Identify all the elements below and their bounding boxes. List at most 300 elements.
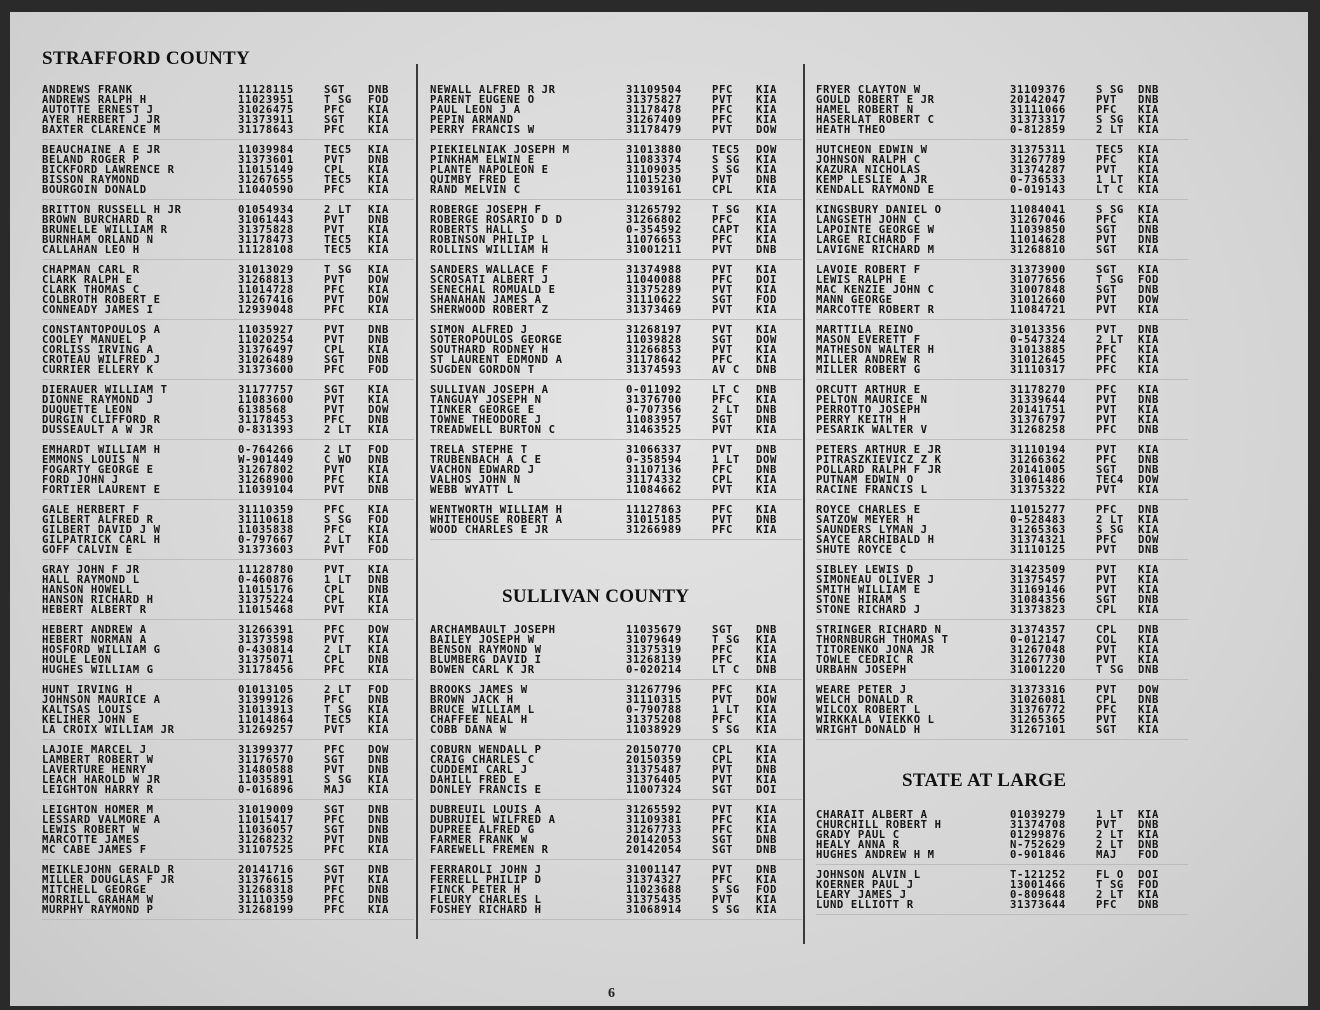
entry-serial-number: 0-011092 bbox=[626, 384, 682, 396]
entry-rank: PVT bbox=[1096, 584, 1117, 596]
entry-serial-number: 31026475 bbox=[238, 104, 294, 116]
entry-name: PERRY FRANCIS W bbox=[430, 124, 535, 136]
entry-name: HASERLAT ROBERT C bbox=[816, 114, 935, 126]
entry-rank: SGT bbox=[712, 844, 733, 856]
name-group bbox=[816, 145, 1192, 195]
entry-serial-number: 31267730 bbox=[1010, 654, 1066, 666]
entry-name: STONE RICHARD J bbox=[816, 604, 921, 616]
entry-name: FLEURY CHARLES L bbox=[430, 894, 542, 906]
entry-serial-number: 31015185 bbox=[626, 514, 682, 526]
entry-serial-number: 0-358594 bbox=[626, 454, 682, 466]
name-group bbox=[430, 325, 810, 375]
entry-serial-number: 11035927 bbox=[238, 324, 294, 336]
entry-rank: PFC bbox=[1096, 344, 1117, 356]
entry-serial-number: 31375435 bbox=[626, 894, 682, 906]
entry-name: SATZOW MEYER H bbox=[816, 514, 914, 526]
entry-status: DNB bbox=[368, 864, 389, 876]
entry-serial-number: 11039828 bbox=[626, 334, 682, 346]
entry-serial-number: 31375224 bbox=[238, 594, 294, 606]
entry-name: ROYCE CHARLES E bbox=[816, 504, 921, 516]
entry-name: FOSHEY RICHARD H bbox=[430, 904, 542, 916]
entry-rank: PVT bbox=[712, 324, 733, 336]
entry-serial-number: 11035838 bbox=[238, 524, 294, 536]
roster-entry bbox=[430, 365, 810, 375]
entry-name: AUTOTTE ERNEST J bbox=[42, 104, 154, 116]
entry-rank: SGT bbox=[1096, 284, 1117, 296]
entry-serial-number: 31107136 bbox=[626, 464, 682, 476]
entry-rank: PFC bbox=[712, 234, 733, 246]
entry-rank: TEC5 bbox=[1096, 144, 1124, 156]
entry-status: KIA bbox=[756, 894, 777, 906]
entry-rank: S SG bbox=[1096, 114, 1124, 126]
entry-name: PARENT EUGENE O bbox=[430, 94, 535, 106]
group-separator bbox=[816, 679, 1188, 680]
entry-serial-number: 31012660 bbox=[1010, 294, 1066, 306]
entry-status: FOD bbox=[368, 444, 389, 456]
entry-status: DNB bbox=[756, 444, 777, 456]
entry-status: KIA bbox=[368, 304, 389, 316]
entry-status: DNB bbox=[368, 764, 389, 776]
group-separator bbox=[42, 139, 414, 140]
entry-serial-number: 11084041 bbox=[1010, 204, 1066, 216]
entry-name: COBB DANA W bbox=[430, 724, 507, 736]
entry-status: KIA bbox=[756, 754, 777, 766]
entry-status: KIA bbox=[756, 224, 777, 236]
entry-status: KIA bbox=[1138, 174, 1159, 186]
name-group bbox=[42, 745, 422, 795]
entry-serial-number: 11040088 bbox=[626, 274, 682, 286]
entry-name: WEARE PETER J bbox=[816, 684, 907, 696]
entry-rank: PVT bbox=[324, 464, 345, 476]
entry-rank: PFC bbox=[324, 904, 345, 916]
entry-serial-number: 31375827 bbox=[626, 94, 682, 106]
entry-status: FOD bbox=[368, 544, 389, 556]
entry-name: SANDERS WALLACE F bbox=[430, 264, 549, 276]
entry-status: KIA bbox=[756, 154, 777, 166]
entry-rank: T SG bbox=[712, 634, 740, 646]
entry-name: HAMEL ROBERT N bbox=[816, 104, 914, 116]
group-separator bbox=[430, 499, 802, 500]
entry-name: LAPOINTE GEORGE W bbox=[816, 224, 935, 236]
entry-name: GOULD ROBERT E JR bbox=[816, 94, 935, 106]
entry-name: BROOKS JAMES W bbox=[430, 684, 528, 696]
entry-name: DUSSEAULT A W JR bbox=[42, 424, 154, 436]
entry-name: ROBERGE ROSARIO D D bbox=[430, 214, 563, 226]
entry-name: DUQUETTE LEON bbox=[42, 404, 133, 416]
entry-serial-number: 31019009 bbox=[238, 804, 294, 816]
entry-serial-number: 11023688 bbox=[626, 884, 682, 896]
entry-serial-number: 31374988 bbox=[626, 264, 682, 276]
name-group bbox=[430, 685, 810, 735]
roster-entry bbox=[42, 545, 422, 555]
entry-serial-number: 31178473 bbox=[238, 234, 294, 246]
entry-rank: PVT bbox=[1096, 94, 1117, 106]
entry-status: DNB bbox=[1138, 544, 1159, 556]
entry-name: SIBLEY LEWIS D bbox=[816, 564, 914, 576]
entry-serial-number: 20150770 bbox=[626, 744, 682, 756]
entry-rank: PVT bbox=[324, 334, 345, 346]
entry-serial-number: 31374593 bbox=[626, 364, 682, 376]
entry-status: KIA bbox=[368, 424, 389, 436]
roster-entry bbox=[42, 725, 422, 735]
entry-status: KIA bbox=[756, 744, 777, 756]
entry-serial-number: 31107525 bbox=[238, 844, 294, 856]
entry-name: LEARY JAMES J bbox=[816, 889, 907, 901]
entry-rank: 2 LT bbox=[712, 404, 740, 416]
entry-rank: 1 LT bbox=[712, 704, 740, 716]
entry-status: KIA bbox=[1138, 124, 1159, 136]
name-group bbox=[430, 145, 810, 195]
entry-status: DOW bbox=[1138, 684, 1159, 696]
entry-name: GALE HERBERT F bbox=[42, 504, 140, 516]
entry-serial-number: 31376405 bbox=[626, 774, 682, 786]
entry-rank: PFC bbox=[324, 414, 345, 426]
entry-serial-number: 6138568 bbox=[238, 404, 287, 416]
group-separator bbox=[42, 559, 414, 560]
roster-entry bbox=[816, 485, 1192, 495]
entry-status: DOW bbox=[368, 624, 389, 636]
entry-rank: PVT bbox=[324, 764, 345, 776]
entry-status: KIA bbox=[1138, 654, 1159, 666]
strafford-county-heading: STRAFFORD COUNTY bbox=[42, 48, 251, 69]
entry-rank: PVT bbox=[712, 764, 733, 776]
entry-status: KIA bbox=[756, 804, 777, 816]
entry-status: DNB bbox=[368, 814, 389, 826]
entry-serial-number: 20141716 bbox=[238, 864, 294, 876]
entry-name: ST LAURENT EDMOND A bbox=[430, 354, 563, 366]
entry-status: KIA bbox=[1138, 444, 1159, 456]
entry-serial-number: 31001211 bbox=[626, 244, 682, 256]
entry-name: COBURN WENDALL P bbox=[430, 744, 542, 756]
entry-serial-number: 31268813 bbox=[238, 274, 294, 286]
entry-status: KIA bbox=[1138, 704, 1159, 716]
entry-serial-number: 31077656 bbox=[1010, 274, 1066, 286]
entry-rank: PFC bbox=[1096, 104, 1117, 116]
entry-serial-number: 11084662 bbox=[626, 484, 682, 496]
entry-serial-number: 31266362 bbox=[1010, 454, 1066, 466]
entry-status: KIA bbox=[368, 874, 389, 886]
entry-rank: SGT bbox=[712, 624, 733, 636]
entry-rank: PFC bbox=[324, 524, 345, 536]
entry-name: BRITTON RUSSELL H JR bbox=[42, 204, 182, 216]
entry-status: KIA bbox=[368, 104, 389, 116]
entry-name: MORRILL GRAHAM W bbox=[42, 894, 154, 906]
entry-name: LEIGHTON HARRY R bbox=[42, 784, 154, 796]
entry-status: KIA bbox=[1138, 264, 1159, 276]
entry-serial-number: 31268139 bbox=[626, 654, 682, 666]
entry-name: LEWIS RALPH E bbox=[816, 274, 907, 286]
name-group bbox=[816, 810, 1192, 860]
name-group bbox=[42, 325, 422, 375]
entry-rank: PVT bbox=[712, 514, 733, 526]
entry-rank: PFC bbox=[712, 114, 733, 126]
entry-rank: PVT bbox=[324, 874, 345, 886]
entry-rank: CPL bbox=[324, 344, 345, 356]
entry-rank: PVT bbox=[1096, 414, 1117, 426]
entry-status: KIA bbox=[368, 164, 389, 176]
entry-status: KIA bbox=[1138, 564, 1159, 576]
entry-serial-number: 0-736533 bbox=[1010, 174, 1066, 186]
entry-rank: PFC bbox=[324, 304, 345, 316]
entry-serial-number: 31177757 bbox=[238, 384, 294, 396]
entry-name: TRELA STEPHE T bbox=[430, 444, 528, 456]
entry-rank: PVT bbox=[1096, 164, 1117, 176]
name-group bbox=[430, 505, 810, 535]
entry-name: GOFF CALVIN E bbox=[42, 544, 133, 556]
entry-status: DNB bbox=[756, 834, 777, 846]
roster-entry bbox=[816, 725, 1192, 735]
entry-rank: SGT bbox=[1096, 264, 1117, 276]
entry-rank: MAJ bbox=[1096, 849, 1117, 861]
entry-name: CUDDEMI CARL J bbox=[430, 764, 528, 776]
entry-serial-number: 31269257 bbox=[238, 724, 294, 736]
entry-name: PIEKIELNIAK JOSEPH M bbox=[430, 144, 570, 156]
entry-name: BAXTER CLARENCE M bbox=[42, 124, 161, 136]
entry-serial-number: 31007848 bbox=[1010, 284, 1066, 296]
entry-status: DNB bbox=[1138, 84, 1159, 96]
entry-rank: PVT bbox=[324, 214, 345, 226]
entry-status: KIA bbox=[756, 214, 777, 226]
entry-status: DNB bbox=[368, 324, 389, 336]
entry-serial-number: 31267655 bbox=[238, 174, 294, 186]
roster-entry bbox=[42, 305, 422, 315]
entry-rank: PFC bbox=[1096, 364, 1117, 376]
entry-serial-number: 31376797 bbox=[1010, 414, 1066, 426]
entry-serial-number: 31110317 bbox=[1010, 364, 1066, 376]
entry-serial-number: 31265592 bbox=[626, 804, 682, 816]
entry-rank: T SG bbox=[1096, 879, 1124, 891]
name-group bbox=[430, 625, 810, 675]
entry-serial-number: 31267046 bbox=[1010, 214, 1066, 226]
entry-serial-number: 31178453 bbox=[238, 414, 294, 426]
entry-name: FORD JOHN J bbox=[42, 474, 119, 486]
entry-name: MANN GEORGE bbox=[816, 294, 893, 306]
entry-rank: PFC bbox=[1096, 384, 1117, 396]
entry-rank: PVT bbox=[712, 894, 733, 906]
entry-status: DNB bbox=[756, 514, 777, 526]
entry-status: KIA bbox=[756, 164, 777, 176]
entry-status: KIA bbox=[368, 144, 389, 156]
entry-rank: PFC bbox=[324, 884, 345, 896]
entry-rank: SGT bbox=[324, 384, 345, 396]
entry-rank: CPL bbox=[1096, 604, 1117, 616]
entry-serial-number: 31373601 bbox=[238, 154, 294, 166]
group-separator bbox=[42, 739, 414, 740]
entry-status: DNB bbox=[368, 354, 389, 366]
entry-name: WRIGHT DONALD H bbox=[816, 724, 921, 736]
entry-name: MARCOTTE ROBERT R bbox=[816, 304, 935, 316]
entry-name: SULLIVAN JOSEPH A bbox=[430, 384, 549, 396]
roster-entry bbox=[430, 845, 810, 855]
entry-status: FOD bbox=[1138, 879, 1159, 891]
entry-status: KIA bbox=[756, 704, 777, 716]
entry-name: LAVERTURE HENRY bbox=[42, 764, 147, 776]
entry-name: BLUMBERG DAVID I bbox=[430, 654, 542, 666]
entry-status: DNB bbox=[368, 834, 389, 846]
entry-serial-number: 31268900 bbox=[238, 474, 294, 486]
entry-serial-number: 31110618 bbox=[238, 514, 294, 526]
entry-rank: LT C bbox=[712, 384, 740, 396]
entry-status: KIA bbox=[1138, 644, 1159, 656]
entry-status: KIA bbox=[368, 724, 389, 736]
entry-status: DNB bbox=[1138, 454, 1159, 466]
entry-status: KIA bbox=[368, 644, 389, 656]
entry-name: MURPHY RAYMOND P bbox=[42, 904, 154, 916]
name-group bbox=[430, 445, 810, 495]
entry-status: KIA bbox=[756, 714, 777, 726]
entry-name: FINCK PETER H bbox=[430, 884, 521, 896]
entry-rank: PVT bbox=[324, 834, 345, 846]
entry-rank: PFC bbox=[712, 654, 733, 666]
entry-name: TOWLE CEDRIC R bbox=[816, 654, 914, 666]
entry-name: WEBB WYATT L bbox=[430, 484, 514, 496]
entry-name: HALL RAYMOND L bbox=[42, 574, 140, 586]
entry-status: KIA bbox=[1138, 384, 1159, 396]
name-group bbox=[430, 205, 810, 255]
entry-serial-number: 01013105 bbox=[238, 684, 294, 696]
entry-name: PEPIN ARMAND bbox=[430, 114, 514, 126]
entry-name: ORCUTT ARTHUR E bbox=[816, 384, 921, 396]
roster-entry bbox=[42, 485, 422, 495]
roster-entry bbox=[430, 185, 810, 195]
group-separator bbox=[816, 739, 1188, 740]
entry-name: LARGE RICHARD F bbox=[816, 234, 921, 246]
entry-serial-number: 31373317 bbox=[1010, 114, 1066, 126]
entry-rank: T SG bbox=[1096, 664, 1124, 676]
entry-status: KIA bbox=[1138, 484, 1159, 496]
entry-serial-number: 11015149 bbox=[238, 164, 294, 176]
entry-rank: SGT bbox=[1096, 464, 1117, 476]
entry-status: DNB bbox=[368, 804, 389, 816]
entry-name: HEATH THEO bbox=[816, 124, 886, 136]
entry-status: KIA bbox=[756, 304, 777, 316]
entry-name: TREADWELL BURTON C bbox=[430, 424, 556, 436]
entry-status: KIA bbox=[756, 264, 777, 276]
roster-entry bbox=[42, 245, 422, 255]
entry-status: DNB bbox=[1138, 324, 1159, 336]
entry-name: LA CROIX WILLIAM JR bbox=[42, 724, 175, 736]
entry-status: KIA bbox=[368, 774, 389, 786]
entry-status: KIA bbox=[368, 394, 389, 406]
entry-rank: PVT bbox=[324, 484, 345, 496]
entry-rank: 2 LT bbox=[324, 684, 352, 696]
entry-serial-number: 0-764266 bbox=[238, 444, 294, 456]
entry-name: CRAIG CHARLES C bbox=[430, 754, 535, 766]
entry-rank: PFC bbox=[712, 524, 733, 536]
entry-rank: 1 LT bbox=[1096, 809, 1124, 821]
entry-rank: COL bbox=[1096, 634, 1117, 646]
entry-serial-number: 0-019143 bbox=[1010, 184, 1066, 196]
entry-rank: PVT bbox=[324, 154, 345, 166]
entry-name: STRINGER RICHARD N bbox=[816, 624, 942, 636]
entry-serial-number: 0-460876 bbox=[238, 574, 294, 586]
entry-serial-number: 11023951 bbox=[238, 94, 294, 106]
group-separator bbox=[430, 679, 802, 680]
entry-serial-number: 11014864 bbox=[238, 714, 294, 726]
entry-rank: PVT bbox=[1096, 444, 1117, 456]
entry-name: LAVIGNE RICHARD M bbox=[816, 244, 935, 256]
entry-status: KIA bbox=[756, 474, 777, 486]
entry-rank: PFC bbox=[712, 104, 733, 116]
entry-name: TRUBENBACH A C E bbox=[430, 454, 542, 466]
entry-status: DNB bbox=[368, 154, 389, 166]
entry-serial-number: 31109376 bbox=[1010, 84, 1066, 96]
entry-status: DOW bbox=[1138, 534, 1159, 546]
entry-status: KIA bbox=[1138, 334, 1159, 346]
entry-name: DIONNE RAYMOND J bbox=[42, 394, 154, 406]
roster-entry bbox=[816, 185, 1192, 195]
entry-rank: PVT bbox=[712, 444, 733, 456]
entry-rank: PFC bbox=[1096, 454, 1117, 466]
entry-serial-number: 31110125 bbox=[1010, 544, 1066, 556]
entry-serial-number: 31178479 bbox=[626, 124, 682, 136]
entry-serial-number: 0-812859 bbox=[1010, 124, 1066, 136]
entry-serial-number: 11015417 bbox=[238, 814, 294, 826]
entry-status: KIA bbox=[756, 354, 777, 366]
entry-name: LAVOIE ROBERT F bbox=[816, 264, 921, 276]
entry-name: SHUTE ROYCE C bbox=[816, 544, 907, 556]
entry-status: DNB bbox=[1138, 224, 1159, 236]
roster-entry bbox=[816, 850, 1192, 860]
entry-rank: C WO bbox=[324, 454, 352, 466]
entry-name: LANGSETH JOHN C bbox=[816, 214, 921, 226]
entry-rank: S SG bbox=[712, 904, 740, 916]
entry-status: KIA bbox=[368, 634, 389, 646]
entry-name: MARTTILA REINO bbox=[816, 324, 914, 336]
entry-rank: FL O bbox=[1096, 869, 1124, 881]
entry-rank: T SG bbox=[712, 204, 740, 216]
group-separator bbox=[430, 859, 802, 860]
entry-status: FOD bbox=[368, 684, 389, 696]
entry-rank: PVT bbox=[1096, 394, 1117, 406]
entry-name: LEWIS ROBERT W bbox=[42, 824, 140, 836]
entry-serial-number: 11014628 bbox=[1010, 234, 1066, 246]
entry-rank: PFC bbox=[1096, 354, 1117, 366]
group-separator bbox=[816, 139, 1188, 140]
roster-entry bbox=[42, 425, 422, 435]
group-separator bbox=[42, 799, 414, 800]
entry-status: DOW bbox=[756, 334, 777, 346]
entry-rank: PVT bbox=[712, 804, 733, 816]
roster-entry bbox=[430, 245, 810, 255]
state-at-large-heading: STATE AT LARGE bbox=[902, 770, 1067, 791]
entry-name: CORLISS IRVING A bbox=[42, 344, 154, 356]
entry-name: PERROTTO JOSEPH bbox=[816, 404, 921, 416]
entry-status: KIA bbox=[756, 684, 777, 696]
entry-status: DNB bbox=[1138, 284, 1159, 296]
entry-name: LEACH HAROLD W JR bbox=[42, 774, 161, 786]
entry-status: DNB bbox=[756, 664, 777, 676]
entry-rank: PFC bbox=[324, 504, 345, 516]
entry-name: STONE HIRAM S bbox=[816, 594, 907, 606]
entry-name: WIRKKALA VIEKKO L bbox=[816, 714, 935, 726]
entry-status: KIA bbox=[368, 524, 389, 536]
entry-status: DOW bbox=[368, 274, 389, 286]
entry-name: FERRAROLI JOHN J bbox=[430, 864, 542, 876]
entry-status: KIA bbox=[756, 84, 777, 96]
entry-rank: PFC bbox=[324, 894, 345, 906]
entry-serial-number: 31110359 bbox=[238, 504, 294, 516]
entry-serial-number: 31399377 bbox=[238, 744, 294, 756]
entry-name: WHITEHOUSE ROBERT A bbox=[430, 514, 563, 526]
entry-status: KIA bbox=[368, 784, 389, 796]
entry-name: KALTSAS LOUIS bbox=[42, 704, 133, 716]
entry-name: DONLEY FRANCIS E bbox=[430, 784, 542, 796]
group-separator bbox=[42, 619, 414, 620]
entry-serial-number: 11083374 bbox=[626, 154, 682, 166]
entry-serial-number: 11084721 bbox=[1010, 304, 1066, 316]
entry-serial-number: 31178642 bbox=[626, 354, 682, 366]
